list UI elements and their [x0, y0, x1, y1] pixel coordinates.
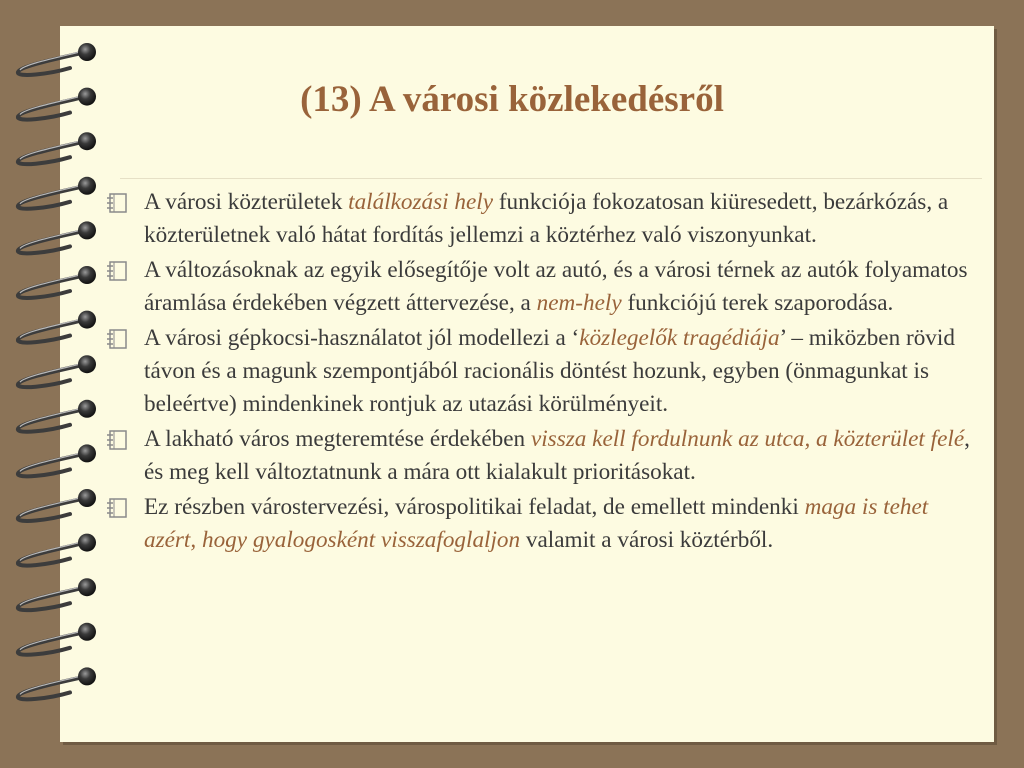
spiral-ring-icon — [18, 400, 96, 432]
spiral-ring-icon — [18, 266, 96, 298]
bullet-item — [104, 322, 974, 421]
spiral-ring-icon — [18, 667, 96, 699]
bullet-item — [104, 186, 974, 252]
notebook-icon — [104, 497, 130, 519]
bullet-item — [104, 423, 974, 489]
bullet-text: A lakható város megteremtése érdekében — [144, 426, 531, 452]
spiral-ring-icon — [18, 43, 96, 75]
bullet-text: A városi közterületek — [144, 189, 349, 215]
bullet-text: A városi gépkocsi-használatot jól modellezi a ‘ — [144, 325, 580, 351]
spiral-ring-icon — [18, 355, 96, 387]
slide-title: (13) A városi közlekedésről — [300, 79, 724, 120]
title-divider — [120, 178, 982, 179]
bullet-item — [104, 491, 974, 557]
bullet-text: funkciója fokozatosan kiüresedett, bezárkózás, a közterületnek való hátat fordítás jellemzi a köztérhez való viszonyunkat. — [144, 189, 949, 248]
spiral-ring-icon — [18, 534, 96, 566]
bullet-emphasis: találkozási hely — [348, 189, 494, 215]
bullet-emphasis: maga is tehet azért, hogy gyalogosként visszafoglaljon — [144, 494, 929, 553]
spiral-ring-icon — [18, 221, 96, 253]
bullet-text: , és meg kell változtatnunk a mára ott kialakult prioritásokat. — [144, 426, 970, 485]
spiral-ring-icon — [18, 578, 96, 610]
notebook-icon — [104, 429, 130, 451]
spiral-ring-icon — [18, 444, 96, 476]
spiral-ring-icon — [18, 311, 96, 343]
bullet-emphasis: nem-hely — [536, 290, 622, 316]
notebook-icon — [104, 260, 130, 282]
spiral-ring-icon — [18, 132, 96, 164]
spiral-ring-icon — [18, 177, 96, 209]
bullet-item — [104, 254, 974, 320]
bullet-text: A változásoknak az egyik elősegítője volt az autó, és a városi térnek az autók folyamatos áramlása érdekében végzett áttervezése, a — [144, 257, 968, 316]
bullet-emphasis: vissza kell fordulnunk az utca, a közterület felé — [530, 426, 965, 452]
notebook-icon — [104, 328, 130, 350]
spiral-ring-icon — [18, 623, 96, 655]
spiral-ring-icon — [18, 489, 96, 521]
bullet-text: funkciójú terek szaporodása. — [621, 290, 894, 316]
bullet-emphasis: közlegelők tragédiája — [579, 325, 780, 351]
bullet-text: ’ – miközben rövid távon és a magunk szempontjából racionális döntést hozunk, egyben (önmagunkat is beleértve) mindenkinek rontjuk az utazási körülményeit. — [144, 325, 955, 417]
bullet-list — [104, 186, 974, 559]
bullet-text: valamit a városi köztérből. — [520, 527, 774, 553]
bullet-text: Ez részben várostervezési, várospolitikai feladat, de emellett mindenki — [144, 494, 805, 520]
notebook-icon — [104, 192, 130, 214]
